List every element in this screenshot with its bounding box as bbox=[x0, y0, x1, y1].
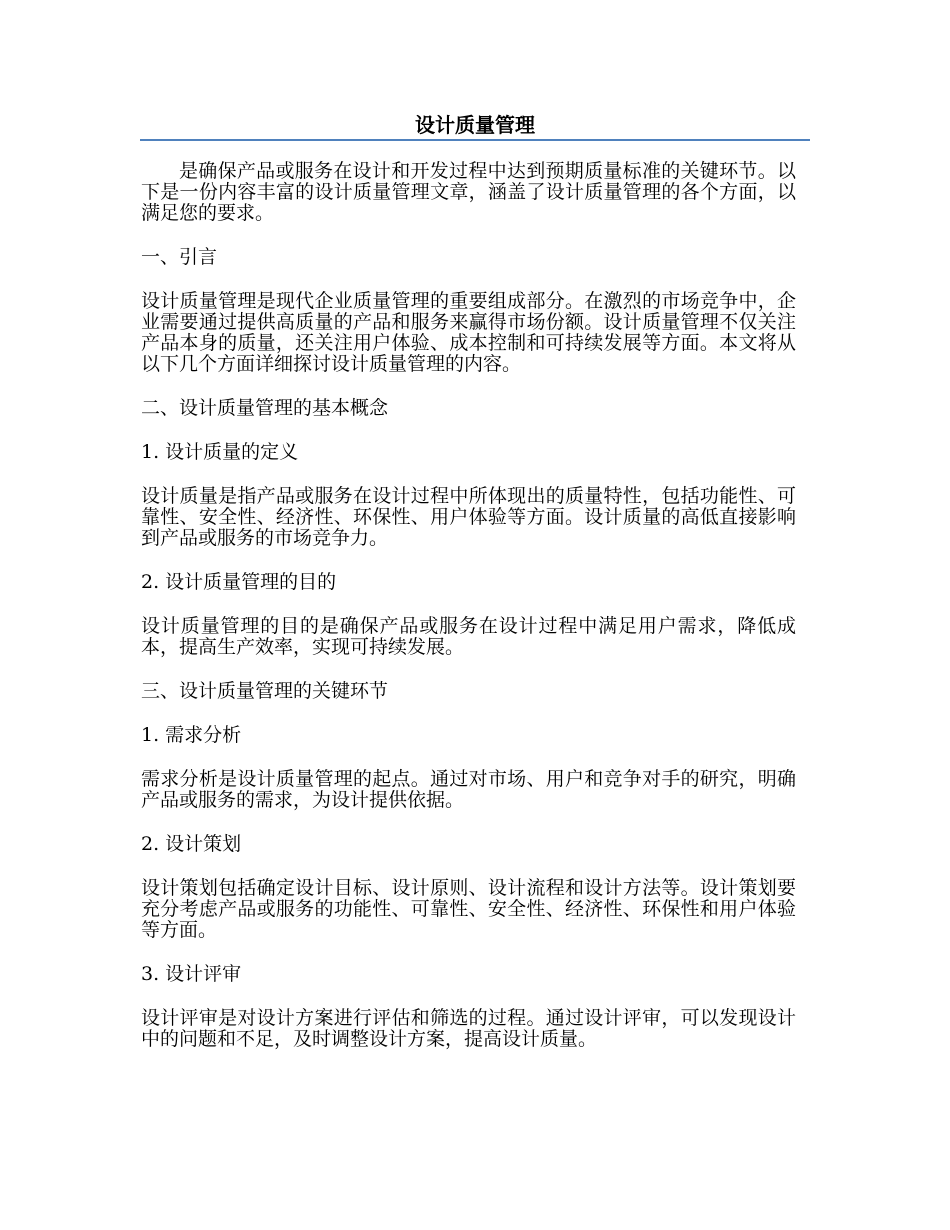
body-paragraph: 设计评审是对设计方案进行评估和筛选的过程。通过设计评审，可以发现设计中的问题和不足，及时调整设计方案，提高设计质量。 bbox=[141, 1007, 796, 1050]
title-underline bbox=[140, 139, 810, 141]
section-heading: 二、设计质量管理的基本概念 bbox=[141, 397, 389, 419]
body-paragraph: 设计策划包括确定设计目标、设计原则、设计流程和设计方法等。设计策划要充分考虑产品或服务的功能性、可靠性、安全性、经济性、环保性和用户体验等方面。 bbox=[141, 877, 796, 941]
document-title: 设计质量管理 bbox=[415, 113, 535, 137]
body-paragraph: 设计质量是指产品或服务在设计过程中所体现出的质量特性，包括功能性、可靠性、安全性、经济性、环保性、用户体验等方面。设计质量的高低直接影响到产品或服务的市场竞争力。 bbox=[141, 485, 796, 549]
document-body bbox=[141, 161, 796, 1073]
section-heading: 一、引言 bbox=[141, 246, 218, 268]
body-paragraph: 设计质量管理是现代企业质量管理的重要组成部分。在激烈的市场竞争中，企业需要通过提供高质量的产品和服务来赢得市场份额。设计质量管理不仅关注产品本身的质量，还关注用户体验、成本控制和可持续发展等方面。本文将从以下几个方面详细探讨设计质量管理的内容。 bbox=[141, 290, 796, 375]
section-heading: 1. 需求分析 bbox=[141, 724, 242, 746]
section-heading: 3. 设计评审 bbox=[141, 963, 242, 985]
section-heading: 2. 设计质量管理的目的 bbox=[141, 571, 337, 593]
body-paragraph: 需求分析是设计质量管理的起点。通过对市场、用户和竞争对手的研究，明确产品或服务的需求，为设计提供依据。 bbox=[141, 768, 796, 811]
body-paragraph: 设计质量管理的目的是确保产品或服务在设计过程中满足用户需求，降低成本，提高生产效率，实现可持续发展。 bbox=[141, 615, 796, 658]
section-heading: 三、设计质量管理的关键环节 bbox=[141, 680, 389, 702]
section-heading: 1. 设计质量的定义 bbox=[141, 441, 299, 463]
section-heading: 2. 设计策划 bbox=[141, 833, 242, 855]
body-paragraph: 是确保产品或服务在设计和开发过程中达到预期质量标准的关键环节。以下是一份内容丰富的设计质量管理文章，涵盖了设计质量管理的各个方面，以满足您的要求。 bbox=[141, 160, 796, 224]
